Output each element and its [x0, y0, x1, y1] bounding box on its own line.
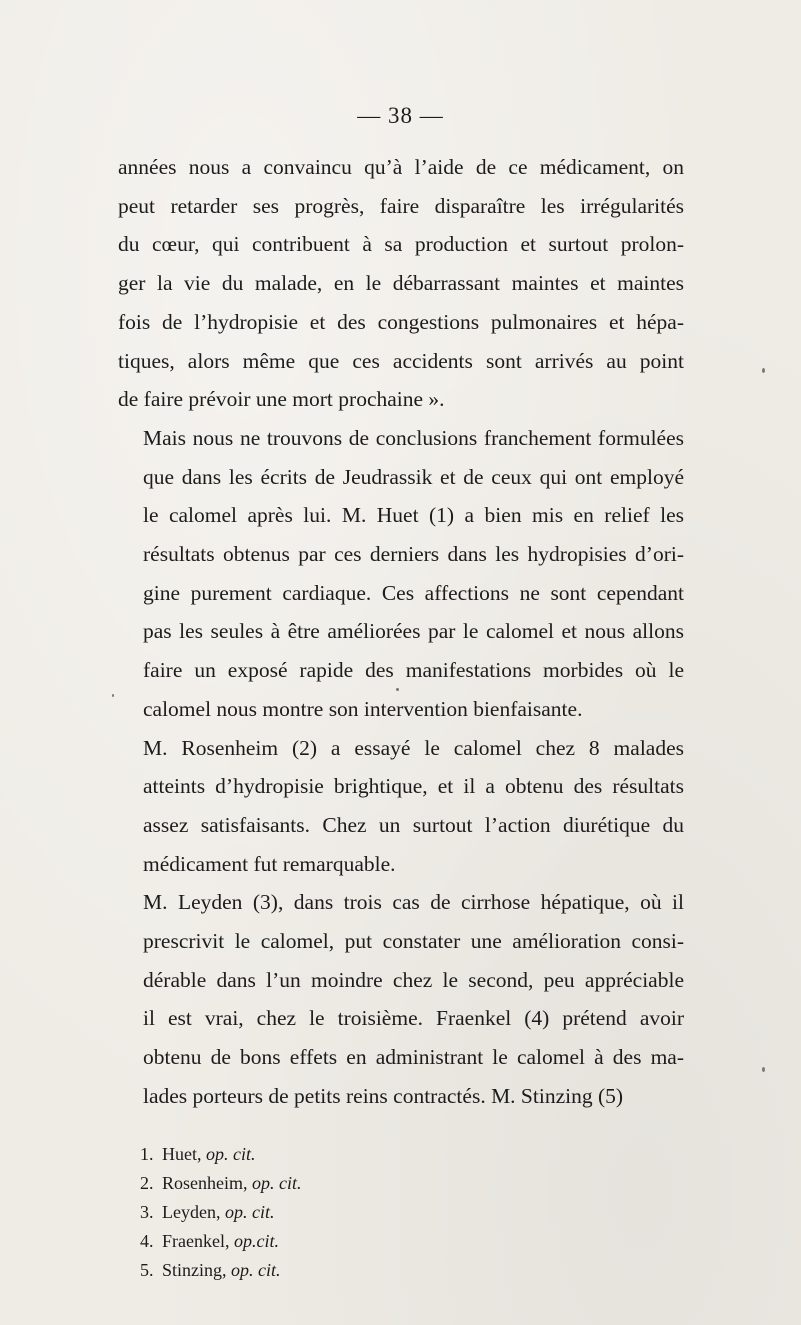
- footnote: [140, 1198, 302, 1227]
- text-line: prescrivit le calomel, put constater une amélioration consi-: [143, 929, 684, 954]
- ink-speck: [762, 368, 765, 373]
- footnote-author: Fraenkel,: [162, 1231, 230, 1251]
- footnote-number: 4.: [140, 1231, 154, 1251]
- footnote-reference: op. cit.: [206, 1144, 256, 1164]
- text-line: il est vrai, chez le troisième. Fraenkel (4) prétend avoir: [143, 1006, 684, 1031]
- text-line: le calomel après lui. M. Huet (1) a bien mis en relief les: [143, 503, 684, 528]
- footnote-author: Leyden,: [162, 1202, 221, 1222]
- text-line: résultats obtenus par ces derniers dans les hydropisies d’ori-: [143, 542, 684, 567]
- footnote: [140, 1227, 302, 1256]
- footnote-number: 3.: [140, 1202, 154, 1222]
- text-line: lades porteurs de petits reins contractés. M. Stinzing (5): [143, 1083, 624, 1108]
- body-text: [118, 148, 684, 1116]
- text-line: calomel nous montre son intervention bienfaisante.: [143, 696, 583, 721]
- text-line: médicament fut remarquable.: [143, 851, 396, 876]
- footnote-reference: op. cit.: [231, 1260, 281, 1280]
- footnote-reference: op.cit.: [233, 1231, 279, 1251]
- text-line: que dans les écrits de Jeudrassik et de ceux qui ont employé: [143, 464, 684, 489]
- footnote-author: Stinzing,: [162, 1260, 227, 1280]
- text-line: Mais nous ne trouvons de conclusions franchement formulées: [143, 425, 684, 450]
- footnote-number: 2.: [140, 1173, 154, 1193]
- text-line: peut retarder ses progrès, faire disparaître les irrégularités: [118, 193, 684, 218]
- text-line: ger la vie du malade, en le débarrassant maintes et maintes: [118, 271, 684, 296]
- footnote-reference: op. cit.: [224, 1202, 275, 1222]
- text-line: de faire prévoir une mort prochaine ».: [118, 387, 445, 412]
- text-line: M. Rosenheim (2) a essayé le calomel chez 8 malades: [143, 735, 684, 760]
- paragraph: [118, 148, 684, 419]
- ink-speck: [112, 694, 114, 697]
- ink-speck: [396, 688, 399, 691]
- text-line: pas les seules à être améliorées par le calomel et nous allons: [143, 619, 684, 644]
- text-line: atteints d’hydropisie brightique, et il a obtenu des résultats: [143, 774, 684, 799]
- text-line: gine purement cardiaque. Ces affections ne sont cependant: [143, 580, 684, 605]
- text-line: M. Leyden (3), dans trois cas de cirrhose hépatique, où il: [143, 890, 684, 915]
- ink-speck: [762, 1067, 765, 1072]
- footnote-author: Rosenheim,: [162, 1173, 248, 1193]
- paragraph: [118, 419, 684, 729]
- footnote-number: 1.: [140, 1144, 154, 1164]
- paragraph: [118, 729, 684, 884]
- text-line: assez satisfaisants. Chez un surtout l’action diurétique du: [143, 812, 684, 837]
- text-line: du cœur, qui contribuent à sa production et surtout prolon-: [118, 232, 684, 257]
- footnotes: [140, 1140, 302, 1285]
- paragraph: [118, 883, 684, 1115]
- footnote-number: 5.: [140, 1260, 154, 1280]
- text-line: dérable dans l’un moindre chez le second, peu appréciable: [143, 967, 684, 992]
- page-number: — 38 —: [357, 103, 444, 128]
- text-line: fois de l’hydropisie et des congestions pulmonaires et hépa-: [118, 309, 684, 334]
- footnote: [140, 1140, 302, 1169]
- text-line: faire un exposé rapide des manifestations morbides où le: [143, 658, 684, 683]
- text-line: tiques, alors même que ces accidents sont arrivés au point: [118, 348, 684, 373]
- footnote: [140, 1169, 302, 1198]
- text-line: obtenu de bons effets en administrant le calomel à des ma-: [143, 1045, 684, 1070]
- text-line: années nous a convaincu qu’à l’aide de ce médicament, on: [118, 155, 684, 179]
- footnote: [140, 1256, 302, 1285]
- footnote-reference: op. cit.: [252, 1173, 302, 1193]
- footnote-author: Huet,: [162, 1144, 202, 1164]
